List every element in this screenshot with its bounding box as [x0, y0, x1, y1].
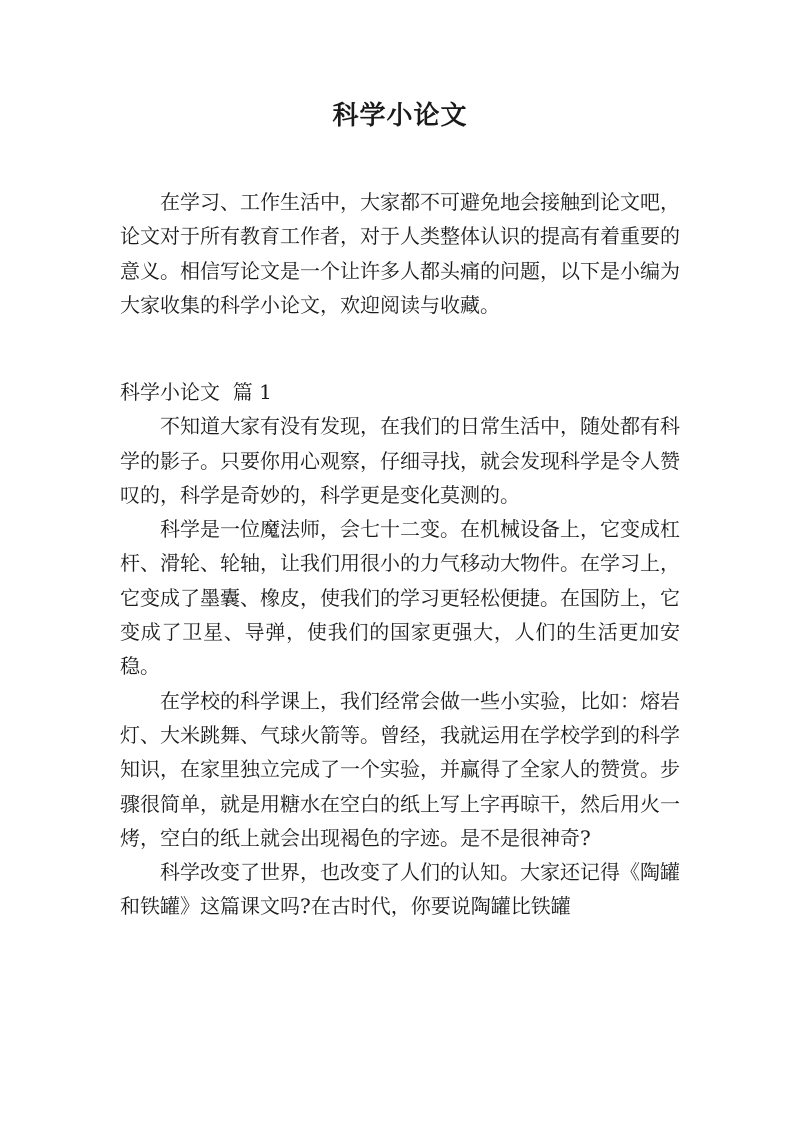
paragraph-2: 科学是一位魔法师，会七十二变。在机械设备上，它变成杠杆、滑轮、轮轴，让我们用很小的力气移动大物件。在学习上，它变成了墨囊、橡皮，使我们的学习更轻松便捷。在国防上，它变成了卫星、导弹，使我们的国家更强大，人们的生活更加安稳。 [120, 517, 680, 679]
section-1 [120, 375, 680, 924]
paragraph-3: 在学校的科学课上，我们经常会做一些小实验，比如：熔岩灯、大米跳舞、气球火箭等。曾经，我就运用在学校学到的科学知识，在家里独立完成了一个实验，并赢得了全家人的赞赏。步骤很简单，就是用糖水在空白的纸上写上字再晾干，然后用火一烤，空白的纸上就会出现褐色的字迹。是不是很神奇? [120, 688, 680, 850]
paragraph-4: 科学改变了世界，也改变了人们的认知。大家还记得《陶罐和铁罐》这篇课文吗?在古时代，你要说陶罐比铁罐 [120, 860, 680, 919]
section-heading: 科学小论文 篇 1 [120, 380, 272, 404]
paragraph-1: 不知道大家有没有发现，在我们的日常生活中，随处都有科学的影子。只要你用心观察，仔细寻找，就会发现科学是令人赞叹的，科学是奇妙的，科学更是变化莫测的。 [120, 414, 680, 507]
document-title: 科学小论文 [332, 101, 468, 131]
intro-block [120, 185, 680, 322]
intro-paragraph: 在学习、工作生活中，大家都不可避免地会接触到论文吧，论文对于所有教育工作者，对于人类整体认识的提高有着重要的意义。相信写论文是一个让许多人都头痛的问题，以下是小编为大家收集的科学小论文，欢迎阅读与收藏。 [120, 190, 680, 317]
